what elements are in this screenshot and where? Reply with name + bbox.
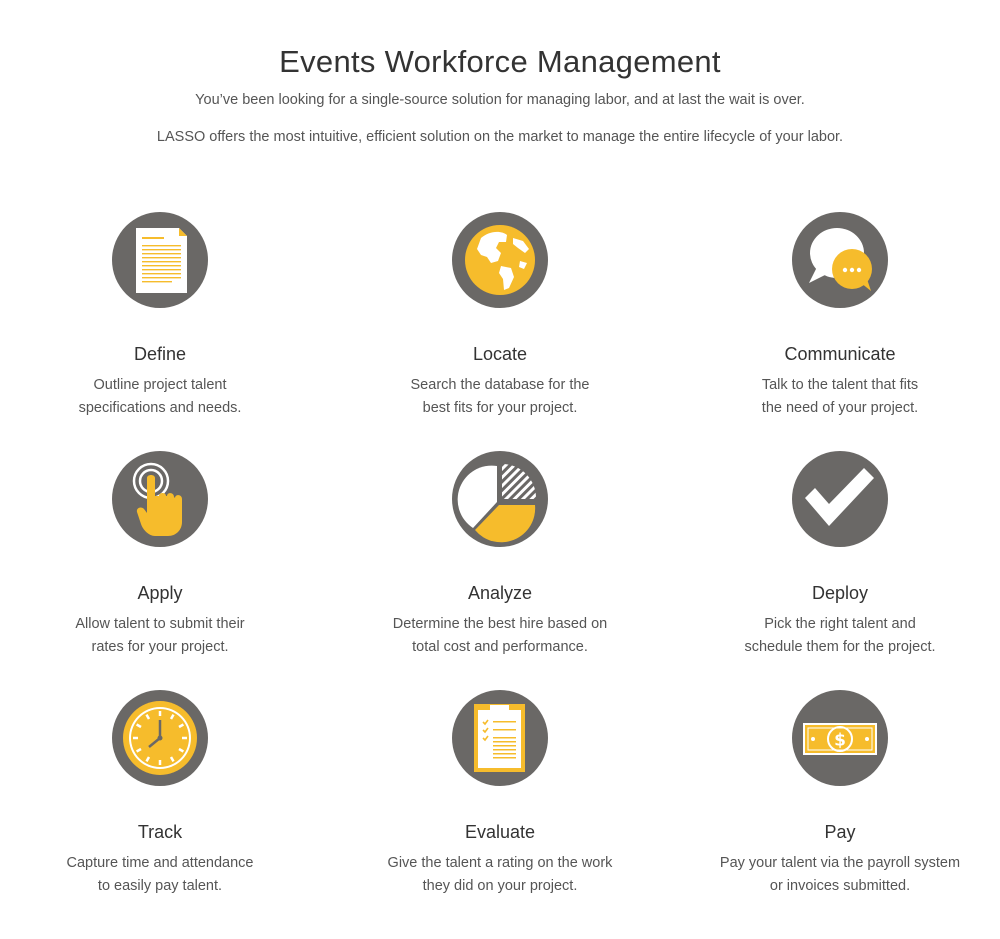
feature-description: Search the database for the best fits for your project. [410,377,590,416]
feature-title: Apply [137,583,183,603]
feature-title: Pay [824,822,856,842]
page-title: Events Workforce Management [279,44,721,79]
feature-description: Outline project talent specifications and needs. [78,377,242,416]
chat-bubbles-icon [791,211,889,309]
intro-text-1: You’ve been looking for a single-source solution for managing labor, and at last the wait is over. [195,92,805,108]
svg-text:$: $ [834,730,846,751]
intro-text-2: LASSO offers the most intuitive, efficient solution on the market to manage the entire lifecycle of your labor. [156,129,844,145]
feature-title: Communicate [784,344,896,364]
feature-description: Talk to the talent that fits the need of your project. [761,377,919,416]
pointer-hand-icon [111,450,209,548]
feature-description: Allow talent to submit their rates for your project. [75,616,245,655]
feature-title: Locate [472,344,528,364]
clock-icon [111,689,209,787]
globe-icon [451,211,549,309]
feature-title: Deploy [811,583,869,603]
pie-chart-icon [451,450,549,548]
feature-description: Pay your talent via the payroll system or invoices submitted. [719,855,961,894]
document-icon [111,211,209,309]
feature-title: Evaluate [464,822,536,842]
money-bill-icon [791,689,889,787]
feature-description: Capture time and attendance to easily pay talent. [66,855,254,894]
feature-title: Analyze [467,583,533,603]
clipboard-icon [451,689,549,787]
feature-description: Pick the right talent and schedule them for the project. [744,616,936,655]
feature-title: Define [133,344,187,364]
feature-description: Determine the best hire based on total cost and performance. [392,616,608,655]
checkmark-icon [791,450,889,548]
feature-description: Give the talent a rating on the work they did on your project. [387,855,613,894]
feature-title: Track [137,822,183,842]
